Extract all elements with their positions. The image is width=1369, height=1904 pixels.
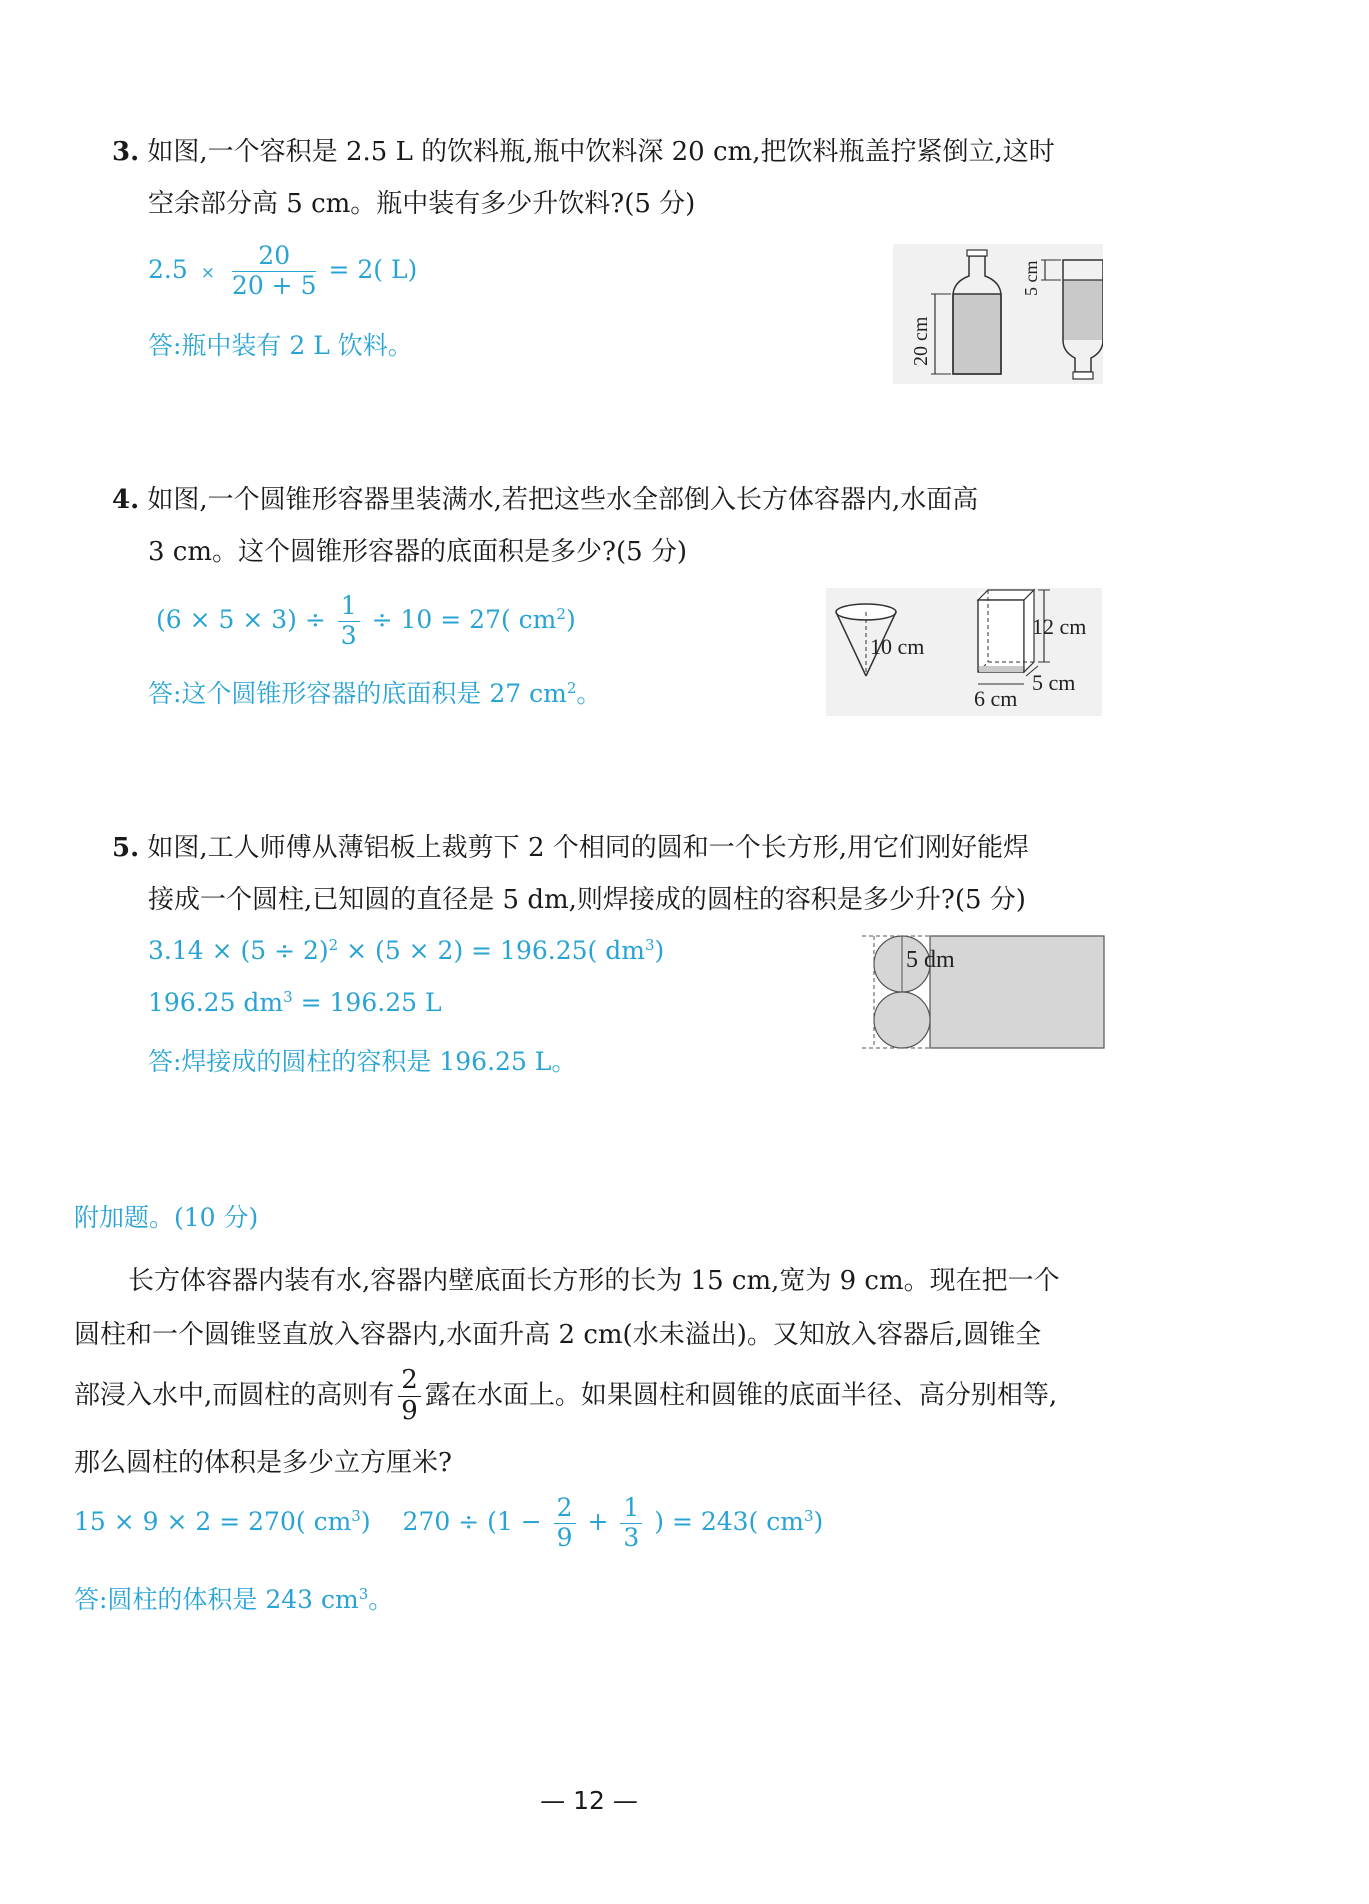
q3-text: 3. 如图,一个容积是 2.5 L 的饮料瓶,瓶中饮料深 20 cm,把饮料瓶盖拧紧倒立,这时 [112,137,1055,167]
extra-line1: 长方体容器内装有水,容器内壁底面长方形的长为 15 cm,宽为 9 cm。现在把一个 [128,1266,1060,1296]
q4-line2: 3 cm。这个圆锥形容器的底面积是多少?(5 分) [148,537,688,567]
extra-title: 附加题。(10 分) [74,1203,259,1232]
q3-depth-label: 20 cm [910,316,932,366]
q5-line1: 如图,工人师傅从薄铝板上裁剪下 2 个相同的圆和一个长方形,用它们刚好能焊 [147,833,1030,863]
q4-cone-height: 10 cm [870,634,925,659]
q5-line2: 接成一个圆柱,已知圆的直径是 5 dm,则焊接成的圆柱的容积是多少升?(5 分) [148,885,1026,915]
q5-diameter-label: 5 dm [906,947,955,973]
q4-box-height: 12 cm [1032,614,1087,639]
q5-number: 5 [112,833,131,863]
q3-gap-label: 5 cm [1021,260,1041,296]
q4-number: 4 [112,485,131,515]
extra-line3: 部浸入水中,而圆柱的高则有 $\frac{2}{9}$ 露在水面上。如果圆柱和圆锥的底面半径、高分别相等, [74,1365,1058,1426]
q5-calc2: 196.25 $dm^3 = 196.25$ L [148,988,442,1017]
q3-calc: 2.5 × $\frac{20}{20 + 5}$ = 2( L) [148,241,418,300]
q3-line1: 如图,一个容积是 2.5 L 的饮料瓶,瓶中饮料深 20 cm,把饮料瓶盖拧紧倒立,这时 [147,137,1055,167]
q3-answer: 答:瓶中装有 2 L 饮料。 [148,331,413,360]
q4-figure [826,588,1102,716]
q4-calc: (6 × 5 × 3) ÷ $\frac{1}{3}$ ÷ 10 = 27( $cm^2$) [156,591,576,650]
q4-fraction: $\frac{1}{3}$ [338,592,360,651]
q4-box-width: 5 cm [1032,670,1076,695]
q4-box-length: 6 cm [974,686,1018,711]
q5-answer: 答:焊接成的圆柱的容积是 196.25 L。 [148,1047,577,1076]
q4-answer: 答:这个圆锥形容器的底面积是 27 $cm^2$。 [148,679,602,708]
q4-text: 4. 如图,一个圆锥形容器里装满水,若把这些水全部倒入长方体容器内,水面高 [112,485,979,515]
q4-line1: 如图,一个圆锥形容器里装满水,若把这些水全部倒入长方体容器内,水面高 [147,485,979,515]
q5-figure [860,932,1110,1054]
page-number: — 12 — [540,1786,638,1815]
q3-figure [893,244,1103,384]
extra-line4: 那么圆柱的体积是多少立方厘米? [74,1448,452,1478]
extra-answer: 答:圆柱的体积是 243 $cm^3$。 [74,1585,394,1614]
q3-line2: 空余部分高 5 cm。瓶中装有多少升饮料?(5 分) [148,189,696,219]
extra-fraction: $\frac{2}{9}$ [398,1366,421,1427]
extra-line2: 圆柱和一个圆锥竖直放入容器内,水面升高 2 cm(水未溢出)。又知放入容器后,圆锥全 [74,1320,1042,1350]
q3-fraction: $\frac{20}{20 + 5}$ [231,241,317,300]
q3-number: 3 [112,137,131,167]
extra-calc: 15 × 9 × 2 = 270( $cm^3$) 270 ÷ (1 − $\frac{2}{9}$ + $\frac{1}{3}$ ) = 243( $cm^3$) [74,1493,824,1552]
q5-text: 5. 如图,工人师傅从薄铝板上裁剪下 2 个相同的圆和一个长方形,用它们刚好能焊 [112,833,1030,863]
q5-calc1: $3.14 \times (5 \div 2)^2 \times (5 \times 2) = 196.25$( $dm^3$) [148,936,665,965]
